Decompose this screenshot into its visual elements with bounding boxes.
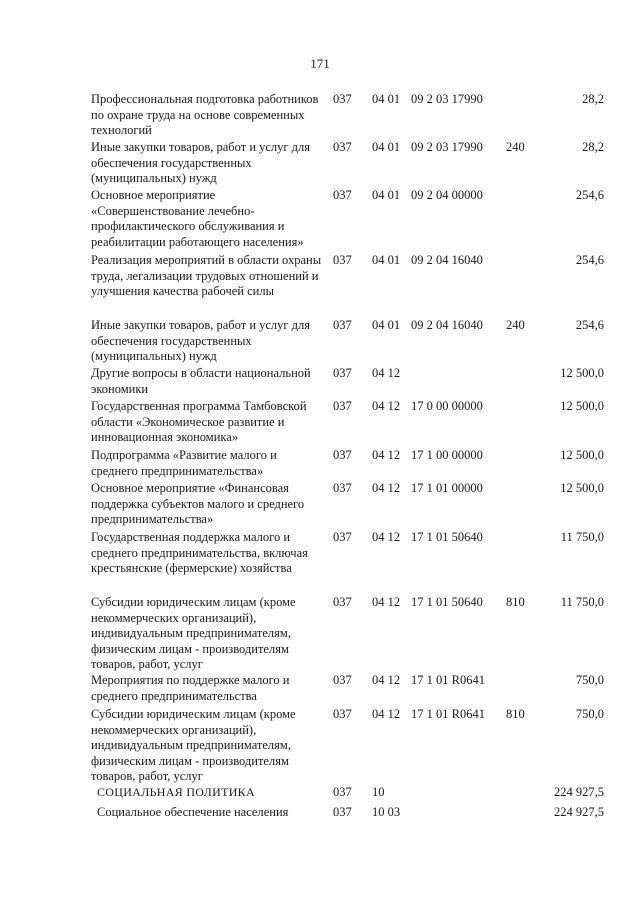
- row-name: Субсидии юридическим лицам (кроме некоммерческих организаций), индивидуальным предпринимателям, физическим лицам - производителям товаров, работ, услуг: [91, 707, 296, 783]
- section-code: 04 01: [372, 140, 401, 154]
- amount: 254,6: [575, 188, 604, 202]
- section-code: 04 01: [372, 318, 401, 332]
- section-code: 04 12: [372, 673, 401, 687]
- row-name: Иные закупки товаров, работ и услуг для обеспечения государственных (муниципальных) нужд: [91, 318, 311, 363]
- row-name: Социальное обеспечение населения: [97, 805, 289, 819]
- target-article-code: 17 1 00 00000: [411, 448, 483, 462]
- amount: 224 927,5: [554, 785, 604, 799]
- ministry-code: 037: [333, 805, 352, 819]
- row-name: Государственная поддержка малого и среднего предпринимательства, включая крестьянские (фермерские) хозяйства: [91, 530, 308, 575]
- amount: 224 927,5: [554, 805, 604, 819]
- section-code: 04 12: [372, 530, 401, 544]
- row-name: Государственная программа Тамбовской области «Экономическое развитие и инновационная экономика»: [91, 399, 307, 444]
- row-name: СОЦИАЛЬНАЯ ПОЛИТИКА: [97, 785, 255, 799]
- section-code: 04 12: [372, 366, 401, 380]
- amount: 12 500,0: [560, 448, 604, 462]
- ministry-code: 037: [333, 318, 352, 332]
- section-code: 04 01: [372, 253, 401, 267]
- target-article-code: 17 1 01 50640: [411, 595, 483, 609]
- target-article-code: 09 2 04 16040: [411, 253, 483, 267]
- section-code: 04 12: [372, 707, 401, 721]
- expense-type-code: 810: [506, 595, 525, 609]
- row-name: Другие вопросы в области национальной экономики: [91, 366, 311, 396]
- section-code: 04 12: [372, 448, 401, 462]
- section-code: 10 03: [372, 805, 401, 819]
- amount: 11 750,0: [560, 530, 604, 544]
- ministry-code: 037: [333, 530, 352, 544]
- row-name: Реализация мероприятий в области охраны труда, легализации трудовых отношений и улучшения качества рабочей силы: [91, 253, 322, 298]
- target-article-code: 17 1 01 R0641: [411, 707, 485, 721]
- amount: 12 500,0: [560, 366, 604, 380]
- row-name: Иные закупки товаров, работ и услуг для обеспечения государственных (муниципальных) нужд: [91, 140, 311, 185]
- expense-type-code: 240: [506, 318, 525, 332]
- section-code: 04 12: [372, 399, 401, 413]
- target-article-code: 17 0 00 00000: [411, 399, 483, 413]
- ministry-code: 037: [333, 92, 352, 106]
- ministry-code: 037: [333, 188, 352, 202]
- amount: 12 500,0: [560, 399, 604, 413]
- ministry-code: 037: [333, 595, 352, 609]
- ministry-code: 037: [333, 707, 352, 721]
- section-code: 04 12: [372, 595, 401, 609]
- target-article-code: 17 1 01 00000: [411, 481, 483, 495]
- amount: 28,2: [582, 140, 604, 154]
- section-code: 10: [372, 785, 385, 799]
- amount: 28,2: [582, 92, 604, 106]
- row-name: Основное мероприятие «Совершенствование лечебно-профилактического обслуживания и реабилитации работающего населения»: [91, 188, 304, 249]
- section-code: 04 01: [372, 188, 401, 202]
- ministry-code: 037: [333, 140, 352, 154]
- row-name: Мероприятия по поддержке малого и среднего предпринимательства: [91, 673, 290, 703]
- row-name: Профессиональная подготовка работников по охране труда на основе современных технологий: [91, 92, 319, 137]
- ministry-code: 037: [333, 399, 352, 413]
- target-article-code: 09 2 03 17990: [411, 92, 483, 106]
- amount: 12 500,0: [560, 481, 604, 495]
- target-article-code: 09 2 04 16040: [411, 318, 483, 332]
- row-name: Основное мероприятие «Финансовая поддержка субъектов малого и среднего предпринимательства»: [91, 481, 305, 526]
- target-article-code: 09 2 03 17990: [411, 140, 483, 154]
- amount: 750,0: [575, 673, 604, 687]
- target-article-code: 09 2 04 00000: [411, 188, 483, 202]
- page-number: 171: [310, 56, 330, 71]
- row-name: Субсидии юридическим лицам (кроме некоммерческих организаций), индивидуальным предпринимателям, физическим лицам - производителям товаров, работ, услуг: [91, 595, 296, 671]
- amount: 254,6: [575, 253, 604, 267]
- target-article-code: 17 1 01 50640: [411, 530, 483, 544]
- amount: 254,6: [575, 318, 604, 332]
- amount: 750,0: [575, 707, 604, 721]
- expense-type-code: 810: [506, 707, 525, 721]
- target-article-code: 17 1 01 R0641: [411, 673, 485, 687]
- ministry-code: 037: [333, 448, 352, 462]
- section-code: 04 01: [372, 92, 401, 106]
- ministry-code: 037: [333, 481, 352, 495]
- expense-type-code: 240: [506, 140, 525, 154]
- ministry-code: 037: [333, 253, 352, 267]
- ministry-code: 037: [333, 785, 352, 799]
- ministry-code: 037: [333, 366, 352, 380]
- row-name: Подпрограмма «Развитие малого и среднего предпринимательства»: [91, 448, 277, 478]
- ministry-code: 037: [333, 673, 352, 687]
- section-code: 04 12: [372, 481, 401, 495]
- amount: 11 750,0: [560, 595, 604, 609]
